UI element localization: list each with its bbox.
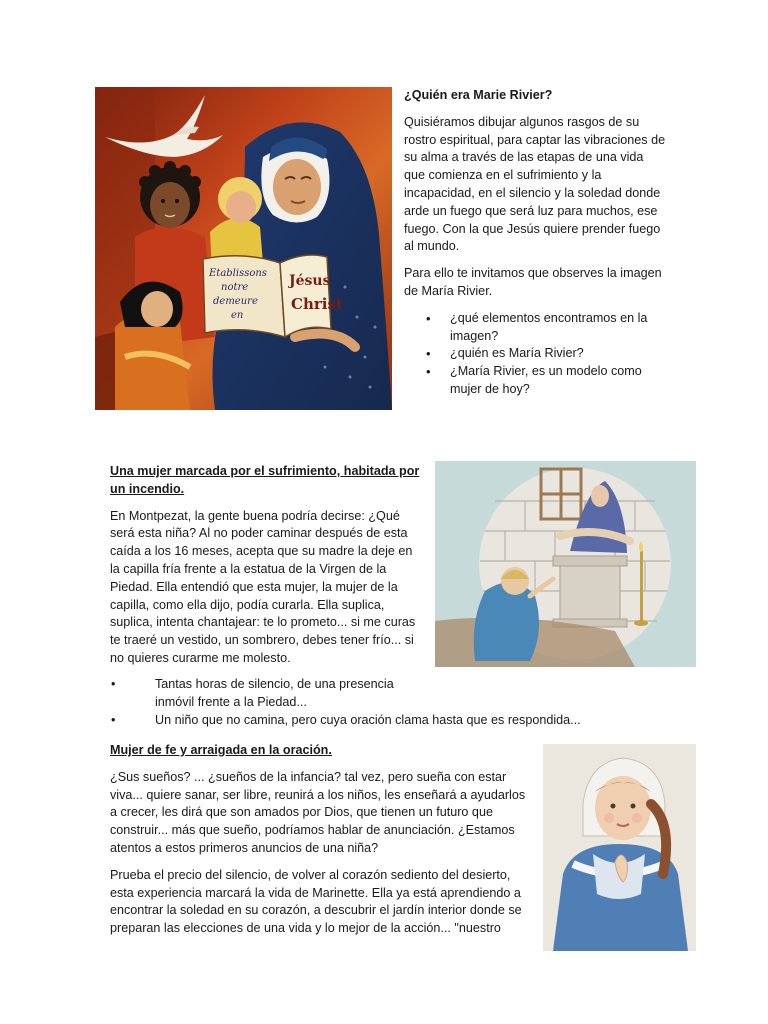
- open-book: [203, 255, 343, 337]
- book-text-right-2: Christ: [291, 295, 343, 313]
- book-text-left-4: en: [231, 310, 244, 321]
- section3-heading: Mujer de fe y arraigada en la oración.: [110, 743, 332, 757]
- book-text-right-1: Jésus: [289, 273, 331, 289]
- question-item: • ¿María Rivier, es un modelo como mujer de hoy?: [404, 363, 666, 399]
- book-text-left-2: notre: [221, 282, 249, 293]
- section-sufrimiento: [110, 463, 422, 668]
- marie-rivier-painting: [95, 87, 392, 410]
- section1-paragraph-2: Para ello te invitamos que observes la imagen de María Rivier.: [404, 266, 662, 298]
- section1-title: ¿Quién era Marie Rivier?: [404, 88, 553, 102]
- question-item: • ¿qué elementos encontramos en la imagen?: [404, 310, 666, 346]
- section2-heading: Una mujer marcada por el sufrimiento, habitada por un incendio.: [110, 464, 420, 496]
- marinette-illustration: [543, 744, 696, 951]
- section1-paragraph-1: Quisiéramos dibujar algunos rasgos de su rostro espiritual, para captar las vibraciones de su alma a través de las etapas de una vida que comienza en el sufrimiento y la incapacidad, en el silencio y la soledad donde arde un fuego que será luz para muchos, ese fuego. Con la que Jesús quiere prender fuego al mundo.: [404, 114, 666, 254]
- book-text-left-3: demeure: [213, 296, 258, 307]
- section2-bullets: [111, 676, 631, 729]
- pieta-illustration: [435, 461, 696, 667]
- question-item: • ¿quién es María Rivier?: [404, 345, 666, 363]
- bullet-item: • Un niño que no camina, pero cuya oración clama hasta que es respondida...: [111, 712, 631, 730]
- section3-paragraph-2: Prueba el precio del silencio, de volver al corazón sediento del desierto, esta experiencia marcará la vida de Marinette. Ella ya está aprendiendo a encontrar la soledad en su corazón, a descubrir el jardín interior donde se preparan las elecciones de una vida y lo mejor de la acción... "nuestro: [110, 867, 522, 936]
- bullet-item: • Tantas horas de silencio, de una presencia inmóvil frente a la Piedad...: [111, 676, 415, 712]
- book-text-left-1: Etablissons: [209, 268, 267, 279]
- section-marie-rivier: [404, 87, 666, 399]
- section3-paragraph-1: ¿Sus sueños? ... ¿sueños de la infancia? tal vez, pero sueña con estar viva... quiere sanar, ser libre, reunirá a los niños, les enseñará a ayudarlos a crecer, les dirá que son amados por Dios, que tienen un futuro que construir... más que sueño, podríamos hablar de anunciación. ¿Estamos atentos a estos primeros anuncios de una niña?: [110, 769, 526, 855]
- section2-paragraph: En Montpezat, la gente buena podría decirse: ¿Qué será esta niña? Al no poder caminar después de esta caída a los 16 meses, acepta que su madre la deje en la capilla fría frente a la estatua de la Virgen de la Piedad. Ella entendió que esta mujer, la mujer de la capilla, como ella dijo, podía curarla. Ella suplica, suplica, intenta chantajear: te lo prometo... si me curas te traeré un vestido, un sombrero, debes tener frío... si no quieres curarme me molesto.: [110, 508, 416, 665]
- section1-questions: [404, 310, 666, 399]
- section-fe-oracion: [110, 742, 534, 938]
